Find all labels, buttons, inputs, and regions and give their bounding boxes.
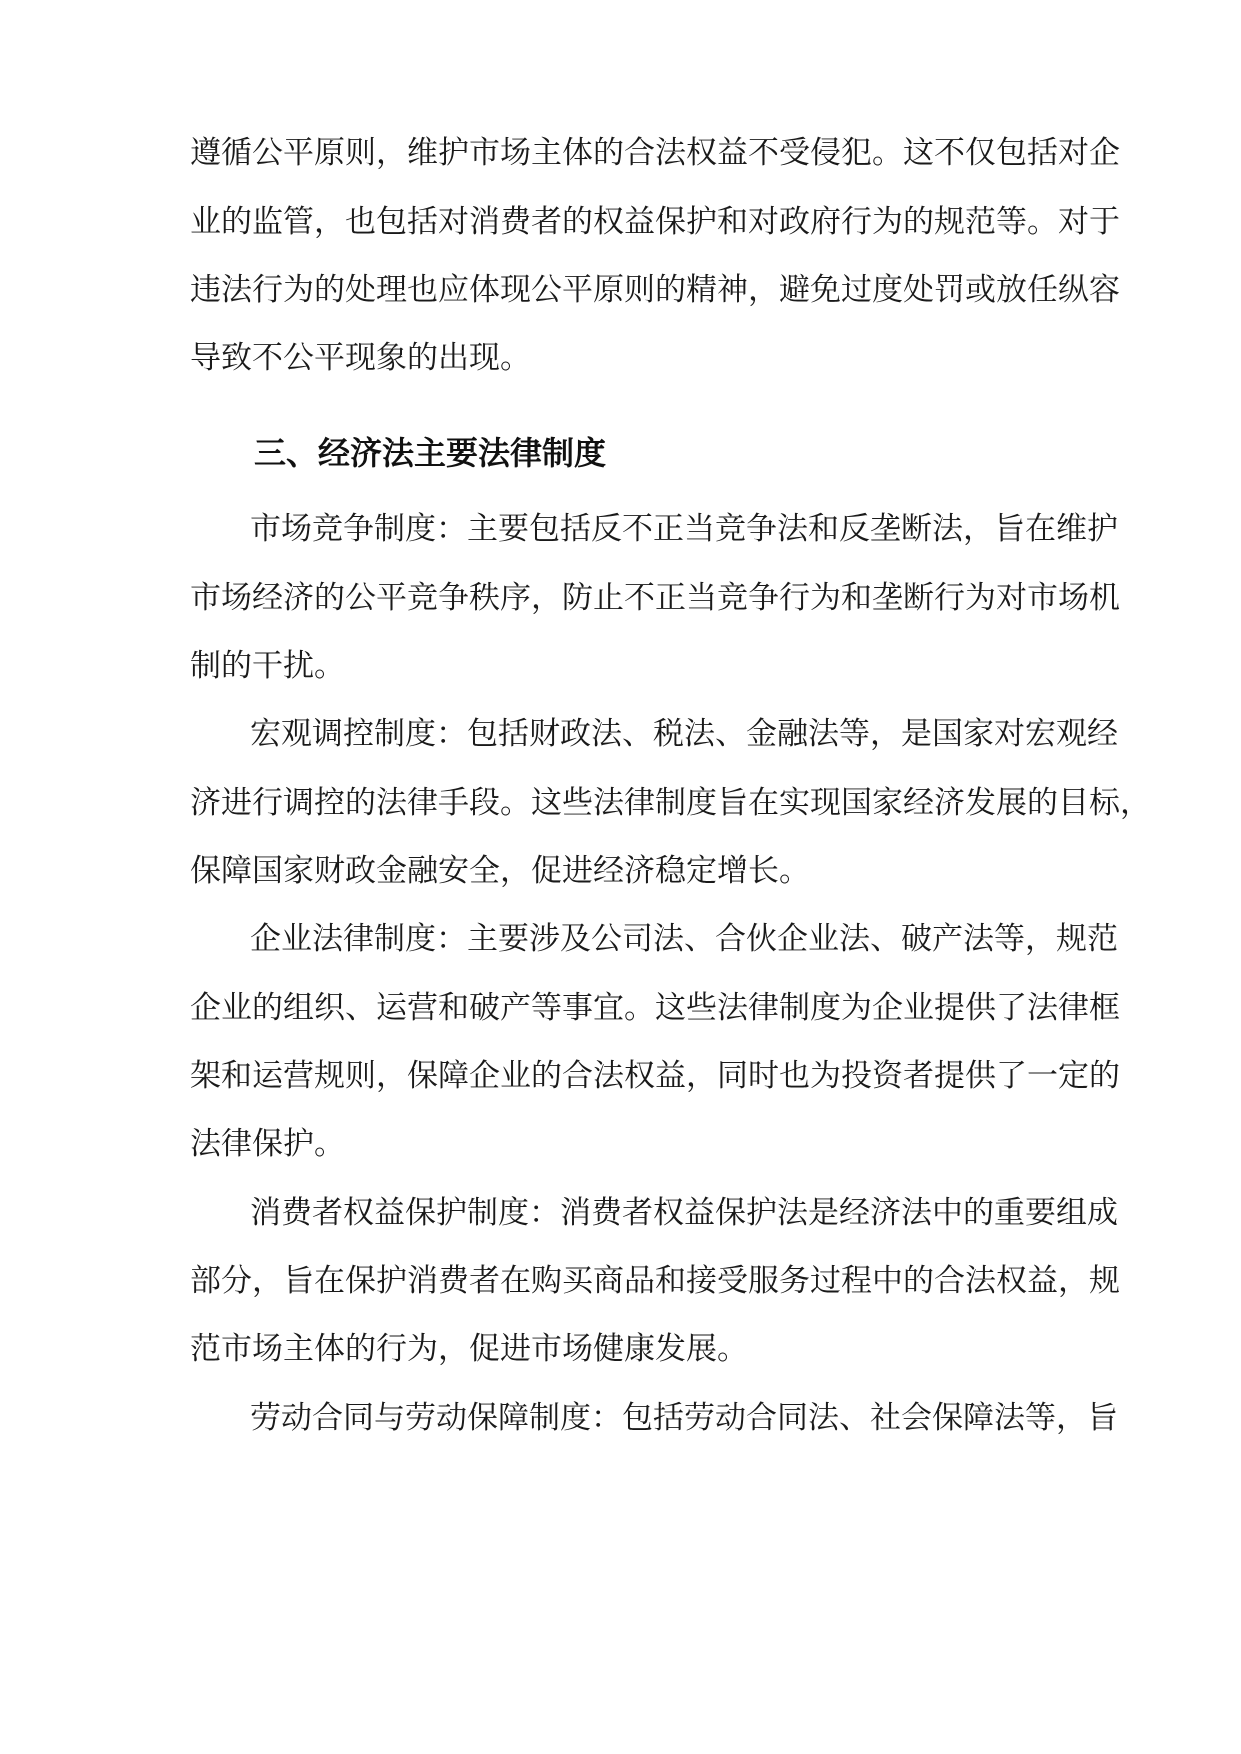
labor-contract-line: 劳动合同与劳动保障制度：包括劳动合同法、社会保障法等，旨: [250, 1400, 1118, 1436]
macro-control-line: 宏观调控制度：包括财政法、税法、金融法等，是国家对宏观经: [250, 716, 1118, 752]
paragraph-line: 业的监管，也包括对消费者的权益保护和对政府行为的规范等。对于: [190, 204, 1120, 240]
market-competition-line: 市场经济的公平竞争秩序，防止不正当竞争行为和垄断行为对市场机: [190, 580, 1120, 616]
market-competition-line: 市场竞争制度：主要包括反不正当竞争法和反垄断法，旨在维护: [250, 511, 1118, 547]
consumer-protection-line: 部分，旨在保护消费者在购买商品和接受服务过程中的合法权益，规: [190, 1263, 1120, 1299]
market-competition-line: 制的干扰。: [190, 648, 345, 684]
section-heading: 三、经济法主要法律制度: [254, 434, 607, 472]
enterprise-law-line: 企业的组织、运营和破产等事宜。这些法律制度为企业提供了法律框: [190, 990, 1120, 1026]
macro-control-line: 济进行调控的法律手段。这些法律制度旨在实现国家经济发展的目标，: [190, 785, 1151, 821]
enterprise-law-line: 企业法律制度：主要涉及公司法、合伙企业法、破产法等，规范: [250, 921, 1118, 957]
consumer-protection-line: 范市场主体的行为，促进市场健康发展。: [190, 1331, 748, 1367]
consumer-protection-line: 消费者权益保护制度：消费者权益保护法是经济法中的重要组成: [250, 1195, 1118, 1231]
paragraph-line: 导致不公平现象的出现。: [190, 340, 531, 376]
macro-control-line: 保障国家财政金融安全，促进经济稳定增长。: [190, 853, 810, 889]
enterprise-law-line: 法律保护。: [190, 1126, 345, 1162]
paragraph-line: 违法行为的处理也应体现公平原则的精神，避免过度处罚或放任纵容: [190, 272, 1120, 308]
enterprise-law-line: 架和运营规则，保障企业的合法权益，同时也为投资者提供了一定的: [190, 1058, 1120, 1094]
paragraph-line: 遵循公平原则，维护市场主体的合法权益不受侵犯。这不仅包括对企: [190, 135, 1120, 171]
